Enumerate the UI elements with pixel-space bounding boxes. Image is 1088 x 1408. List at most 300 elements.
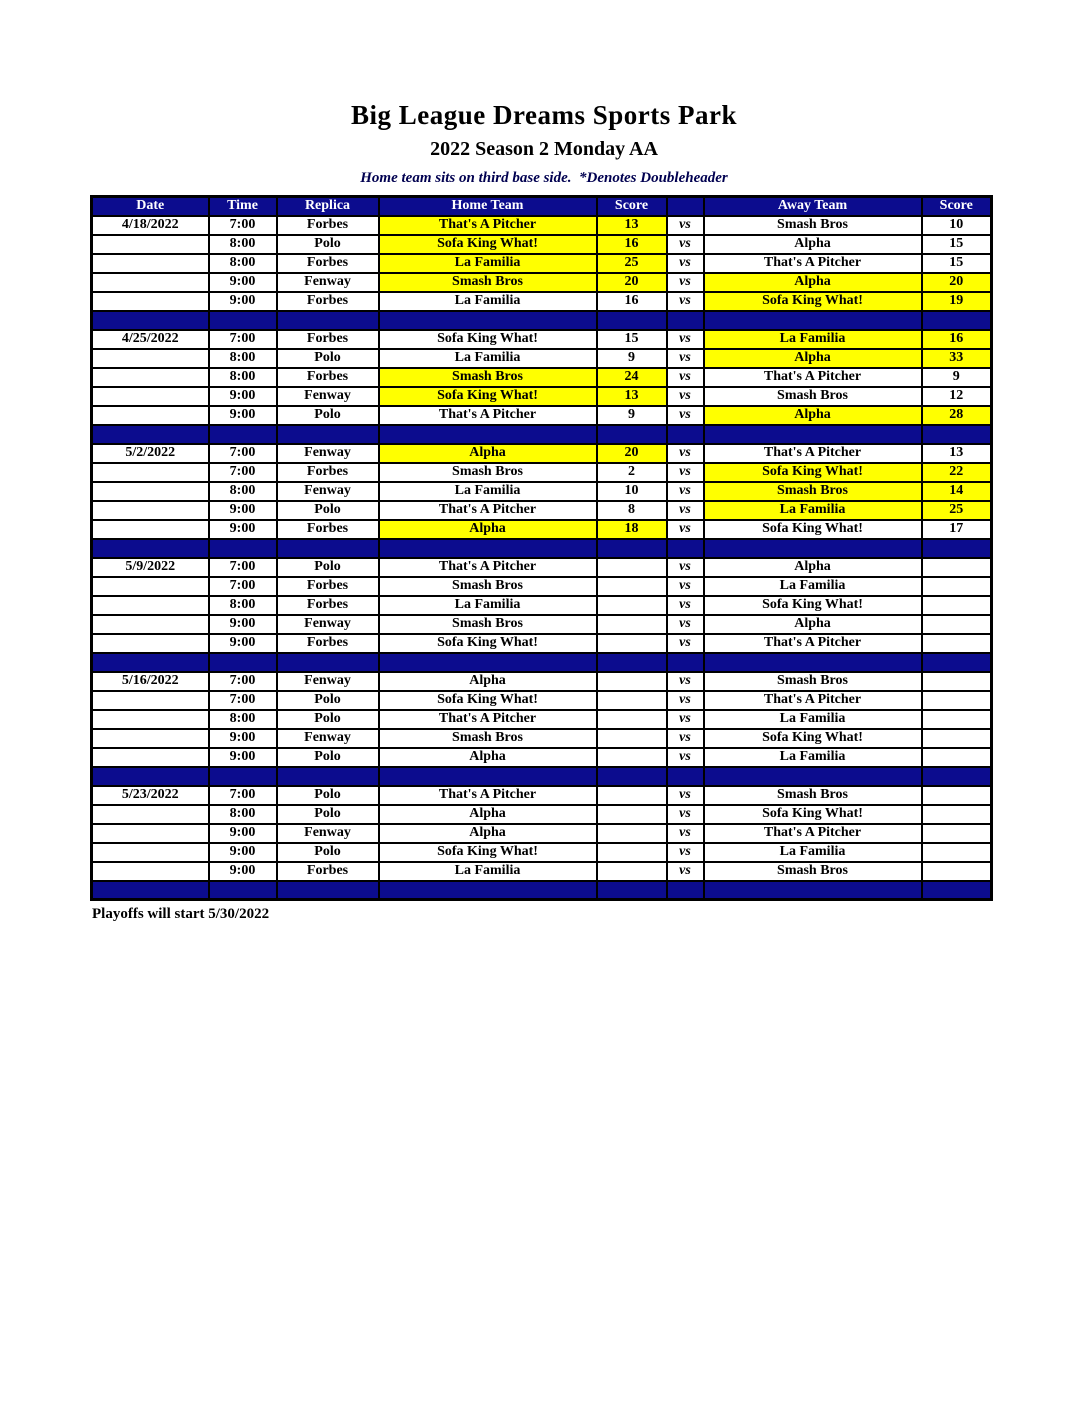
home-team-cell: La Familia	[379, 482, 597, 501]
game-row	[92, 577, 992, 596]
vs-label: vs	[667, 691, 704, 710]
game-row	[92, 235, 992, 254]
time-cell: 7:00	[209, 216, 277, 235]
date-cell	[92, 691, 209, 710]
time-cell: 7:00	[209, 691, 277, 710]
away-team-cell: La Familia	[704, 710, 922, 729]
away-score-cell	[922, 748, 992, 767]
separator-cell	[209, 653, 277, 672]
vs-label: vs	[667, 786, 704, 805]
separator-cell	[92, 767, 209, 786]
replica-cell: Polo	[277, 710, 379, 729]
date-cell	[92, 273, 209, 292]
time-cell: 9:00	[209, 748, 277, 767]
away-score-cell	[922, 615, 992, 634]
time-cell: 8:00	[209, 235, 277, 254]
away-score-cell: 17	[922, 520, 992, 539]
home-score-cell	[597, 843, 667, 862]
vs-label: vs	[667, 216, 704, 235]
vs-label: vs	[667, 292, 704, 311]
separator-cell	[597, 767, 667, 786]
separator-cell	[667, 539, 704, 558]
replica-cell: Polo	[277, 805, 379, 824]
replica-cell: Forbes	[277, 596, 379, 615]
replica-cell: Forbes	[277, 368, 379, 387]
game-row	[92, 216, 992, 235]
separator-cell	[277, 311, 379, 330]
home-team-cell: Sofa King What!	[379, 634, 597, 653]
page-title: Big League Dreams Sports Park	[351, 100, 737, 130]
away-team-cell: Alpha	[704, 615, 922, 634]
date-cell	[92, 577, 209, 596]
away-team-cell: That's A Pitcher	[704, 254, 922, 273]
away-score-cell	[922, 786, 992, 805]
away-score-cell	[922, 577, 992, 596]
away-score-cell: 12	[922, 387, 992, 406]
separator-cell	[92, 311, 209, 330]
home-score-cell	[597, 634, 667, 653]
game-row	[92, 501, 992, 520]
home-team-note: Home team sits on third base side. *Denotes Doubleheader	[360, 170, 728, 186]
separator-cell	[704, 653, 922, 672]
away-team-cell: La Familia	[704, 843, 922, 862]
time-cell: 8:00	[209, 368, 277, 387]
game-row	[92, 558, 992, 577]
home-score-cell: 18	[597, 520, 667, 539]
separator-row	[92, 539, 992, 558]
time-cell: 7:00	[209, 672, 277, 691]
separator-cell	[277, 539, 379, 558]
away-score-cell: 9	[922, 368, 992, 387]
away-score-cell: 22	[922, 463, 992, 482]
game-row	[92, 786, 992, 805]
schedule-table	[90, 195, 993, 901]
vs-label: vs	[667, 463, 704, 482]
game-row	[92, 273, 992, 292]
vs-label: vs	[667, 520, 704, 539]
separator-cell	[209, 425, 277, 444]
separator-cell	[704, 311, 922, 330]
separator-cell	[922, 767, 992, 786]
away-score-cell: 15	[922, 235, 992, 254]
schedule-table-body	[92, 197, 992, 900]
vs-label: vs	[667, 330, 704, 349]
time-cell: 9:00	[209, 634, 277, 653]
vs-label: vs	[667, 444, 704, 463]
away-team-cell: La Familia	[704, 577, 922, 596]
away-score-cell	[922, 710, 992, 729]
separator-cell	[209, 881, 277, 900]
replica-cell: Forbes	[277, 577, 379, 596]
vs-label: vs	[667, 729, 704, 748]
replica-cell: Fenway	[277, 273, 379, 292]
separator-cell	[277, 425, 379, 444]
separator-cell	[667, 311, 704, 330]
home-score-cell: 9	[597, 349, 667, 368]
separator-cell	[922, 425, 992, 444]
time-cell: 7:00	[209, 577, 277, 596]
home-score-cell: 20	[597, 273, 667, 292]
separator-cell	[92, 881, 209, 900]
date-cell	[92, 368, 209, 387]
vs-label: vs	[667, 349, 704, 368]
replica-cell: Forbes	[277, 330, 379, 349]
time-cell: 8:00	[209, 482, 277, 501]
date-cell	[92, 710, 209, 729]
home-team-cell: Sofa King What!	[379, 330, 597, 349]
separator-cell	[597, 653, 667, 672]
game-row	[92, 520, 992, 539]
home-score-cell: 13	[597, 387, 667, 406]
separator-cell	[667, 767, 704, 786]
date-cell	[92, 501, 209, 520]
away-team-cell: La Familia	[704, 330, 922, 349]
separator-cell	[704, 425, 922, 444]
separator-cell	[379, 311, 597, 330]
separator-cell	[922, 311, 992, 330]
separator-cell	[704, 539, 922, 558]
separator-row	[92, 881, 992, 900]
header-row	[92, 197, 992, 216]
time-cell: 9:00	[209, 406, 277, 425]
vs-label: vs	[667, 482, 704, 501]
vs-label: vs	[667, 254, 704, 273]
home-score-cell: 24	[597, 368, 667, 387]
home-score-cell	[597, 862, 667, 881]
separator-row	[92, 767, 992, 786]
game-row	[92, 292, 992, 311]
away-score-cell	[922, 596, 992, 615]
away-team-cell: Alpha	[704, 349, 922, 368]
away-team-cell: Sofa King What!	[704, 520, 922, 539]
away-team-cell: La Familia	[704, 501, 922, 520]
home-score-cell	[597, 558, 667, 577]
separator-cell	[277, 653, 379, 672]
date-cell	[92, 824, 209, 843]
away-score-cell	[922, 824, 992, 843]
date-cell	[92, 729, 209, 748]
away-team-cell: Sofa King What!	[704, 463, 922, 482]
away-score-cell: 20	[922, 273, 992, 292]
away-team-cell: Sofa King What!	[704, 805, 922, 824]
replica-cell: Polo	[277, 501, 379, 520]
header-cell: Time	[209, 197, 277, 216]
separator-cell	[922, 539, 992, 558]
home-score-cell: 13	[597, 216, 667, 235]
replica-cell: Polo	[277, 691, 379, 710]
replica-cell: Fenway	[277, 615, 379, 634]
replica-cell: Forbes	[277, 520, 379, 539]
game-row	[92, 330, 992, 349]
vs-label: vs	[667, 862, 704, 881]
time-cell: 9:00	[209, 615, 277, 634]
away-score-cell	[922, 729, 992, 748]
replica-cell: Fenway	[277, 482, 379, 501]
date-cell	[92, 387, 209, 406]
away-score-cell: 33	[922, 349, 992, 368]
date-cell: 5/9/2022	[92, 558, 209, 577]
date-cell	[92, 254, 209, 273]
date-cell: 5/2/2022	[92, 444, 209, 463]
date-cell	[92, 615, 209, 634]
away-score-cell	[922, 672, 992, 691]
separator-cell	[922, 653, 992, 672]
home-team-cell: Smash Bros	[379, 729, 597, 748]
game-row	[92, 862, 992, 881]
date-cell	[92, 596, 209, 615]
date-cell	[92, 520, 209, 539]
time-cell: 9:00	[209, 824, 277, 843]
replica-cell: Polo	[277, 406, 379, 425]
away-team-cell: Smash Bros	[704, 786, 922, 805]
home-team-cell: Alpha	[379, 824, 597, 843]
separator-cell	[277, 767, 379, 786]
home-score-cell: 16	[597, 235, 667, 254]
time-cell: 9:00	[209, 520, 277, 539]
separator-cell	[922, 881, 992, 900]
header-cell: Replica	[277, 197, 379, 216]
date-cell	[92, 235, 209, 254]
home-score-cell	[597, 805, 667, 824]
date-cell: 5/23/2022	[92, 786, 209, 805]
home-team-cell: Sofa King What!	[379, 235, 597, 254]
home-team-cell: Smash Bros	[379, 615, 597, 634]
separator-cell	[379, 425, 597, 444]
home-team-cell: That's A Pitcher	[379, 406, 597, 425]
separator-cell	[597, 425, 667, 444]
game-row	[92, 406, 992, 425]
replica-cell: Forbes	[277, 862, 379, 881]
game-row	[92, 843, 992, 862]
time-cell: 8:00	[209, 254, 277, 273]
replica-cell: Fenway	[277, 387, 379, 406]
game-row	[92, 444, 992, 463]
separator-cell	[379, 767, 597, 786]
home-score-cell	[597, 615, 667, 634]
game-row	[92, 748, 992, 767]
separator-cell	[704, 881, 922, 900]
home-team-cell: Smash Bros	[379, 463, 597, 482]
separator-cell	[379, 539, 597, 558]
away-team-cell: Smash Bros	[704, 482, 922, 501]
separator-cell	[667, 425, 704, 444]
home-score-cell: 8	[597, 501, 667, 520]
time-cell: 8:00	[209, 710, 277, 729]
vs-label: vs	[667, 634, 704, 653]
time-cell: 8:00	[209, 805, 277, 824]
home-score-cell: 16	[597, 292, 667, 311]
vs-label: vs	[667, 235, 704, 254]
home-team-cell: Alpha	[379, 444, 597, 463]
home-team-cell: La Familia	[379, 349, 597, 368]
vs-label: vs	[667, 824, 704, 843]
vs-label: vs	[667, 406, 704, 425]
game-row	[92, 805, 992, 824]
away-score-cell	[922, 558, 992, 577]
separator-cell	[704, 767, 922, 786]
separator-cell	[597, 539, 667, 558]
away-team-cell: That's A Pitcher	[704, 634, 922, 653]
away-team-cell: Smash Bros	[704, 862, 922, 881]
away-team-cell: That's A Pitcher	[704, 691, 922, 710]
separator-cell	[667, 653, 704, 672]
replica-cell: Fenway	[277, 729, 379, 748]
vs-label: vs	[667, 672, 704, 691]
home-team-cell: Smash Bros	[379, 368, 597, 387]
replica-cell: Polo	[277, 349, 379, 368]
away-score-cell: 16	[922, 330, 992, 349]
header-cell	[667, 197, 704, 216]
page-subtitle: 2022 Season 2 Monday AA	[430, 138, 658, 160]
time-cell: 9:00	[209, 862, 277, 881]
time-cell: 7:00	[209, 330, 277, 349]
home-score-cell: 2	[597, 463, 667, 482]
home-score-cell: 9	[597, 406, 667, 425]
separator-cell	[597, 311, 667, 330]
away-team-cell: Smash Bros	[704, 387, 922, 406]
separator-cell	[92, 425, 209, 444]
home-team-cell: That's A Pitcher	[379, 501, 597, 520]
replica-cell: Forbes	[277, 634, 379, 653]
separator-cell	[277, 881, 379, 900]
home-score-cell: 20	[597, 444, 667, 463]
time-cell: 9:00	[209, 501, 277, 520]
game-row	[92, 729, 992, 748]
date-cell	[92, 634, 209, 653]
separator-cell	[597, 881, 667, 900]
replica-cell: Polo	[277, 558, 379, 577]
home-score-cell	[597, 691, 667, 710]
away-score-cell	[922, 843, 992, 862]
away-team-cell: That's A Pitcher	[704, 444, 922, 463]
replica-cell: Forbes	[277, 254, 379, 273]
separator-cell	[379, 653, 597, 672]
vs-label: vs	[667, 710, 704, 729]
away-team-cell: That's A Pitcher	[704, 824, 922, 843]
time-cell: 8:00	[209, 596, 277, 615]
date-cell	[92, 805, 209, 824]
separator-cell	[209, 539, 277, 558]
date-cell	[92, 843, 209, 862]
away-team-cell: Alpha	[704, 235, 922, 254]
vs-label: vs	[667, 615, 704, 634]
home-team-cell: That's A Pitcher	[379, 710, 597, 729]
away-team-cell: Sofa King What!	[704, 596, 922, 615]
away-score-cell	[922, 805, 992, 824]
replica-cell: Fenway	[277, 444, 379, 463]
replica-cell: Fenway	[277, 824, 379, 843]
date-cell: 4/18/2022	[92, 216, 209, 235]
date-cell	[92, 748, 209, 767]
home-team-cell: Sofa King What!	[379, 691, 597, 710]
away-team-cell: Alpha	[704, 558, 922, 577]
home-team-cell: Alpha	[379, 748, 597, 767]
date-cell	[92, 463, 209, 482]
replica-cell: Polo	[277, 786, 379, 805]
home-team-cell: La Familia	[379, 254, 597, 273]
separator-row	[92, 311, 992, 330]
home-score-cell	[597, 710, 667, 729]
away-team-cell: That's A Pitcher	[704, 368, 922, 387]
time-cell: 9:00	[209, 292, 277, 311]
away-team-cell: Alpha	[704, 273, 922, 292]
vs-label: vs	[667, 501, 704, 520]
replica-cell: Polo	[277, 748, 379, 767]
time-cell: 9:00	[209, 273, 277, 292]
header-cell: Score	[597, 197, 667, 216]
vs-label: vs	[667, 748, 704, 767]
home-team-cell: That's A Pitcher	[379, 786, 597, 805]
separator-cell	[92, 653, 209, 672]
home-score-cell	[597, 786, 667, 805]
home-team-cell: Sofa King What!	[379, 843, 597, 862]
away-score-cell	[922, 634, 992, 653]
away-score-cell: 19	[922, 292, 992, 311]
date-cell	[92, 482, 209, 501]
away-score-cell: 15	[922, 254, 992, 273]
header-cell: Away Team	[704, 197, 922, 216]
time-cell: 7:00	[209, 558, 277, 577]
replica-cell: Polo	[277, 235, 379, 254]
away-score-cell: 14	[922, 482, 992, 501]
home-team-cell: La Familia	[379, 596, 597, 615]
separator-cell	[209, 767, 277, 786]
home-team-cell: Alpha	[379, 805, 597, 824]
home-team-cell: Smash Bros	[379, 273, 597, 292]
away-score-cell	[922, 691, 992, 710]
home-team-cell: Alpha	[379, 520, 597, 539]
time-cell: 7:00	[209, 463, 277, 482]
away-team-cell: Sofa King What!	[704, 292, 922, 311]
time-cell: 7:00	[209, 786, 277, 805]
separator-row	[92, 653, 992, 672]
away-team-cell: Sofa King What!	[704, 729, 922, 748]
separator-cell	[667, 881, 704, 900]
game-row	[92, 596, 992, 615]
home-team-cell: La Familia	[379, 862, 597, 881]
vs-label: vs	[667, 843, 704, 862]
time-cell: 9:00	[209, 729, 277, 748]
date-cell: 5/16/2022	[92, 672, 209, 691]
home-score-cell: 10	[597, 482, 667, 501]
home-score-cell	[597, 748, 667, 767]
date-cell	[92, 406, 209, 425]
away-score-cell: 13	[922, 444, 992, 463]
separator-row	[92, 425, 992, 444]
home-team-cell: That's A Pitcher	[379, 558, 597, 577]
game-row	[92, 254, 992, 273]
time-cell: 7:00	[209, 444, 277, 463]
vs-label: vs	[667, 558, 704, 577]
date-cell: 4/25/2022	[92, 330, 209, 349]
away-score-cell	[922, 862, 992, 881]
replica-cell: Forbes	[277, 216, 379, 235]
header-cell: Date	[92, 197, 209, 216]
home-score-cell: 25	[597, 254, 667, 273]
away-team-cell: Alpha	[704, 406, 922, 425]
date-cell	[92, 862, 209, 881]
replica-cell: Forbes	[277, 292, 379, 311]
game-row	[92, 387, 992, 406]
replica-cell: Fenway	[277, 672, 379, 691]
away-team-cell: Smash Bros	[704, 672, 922, 691]
game-row	[92, 463, 992, 482]
replica-cell: Forbes	[277, 463, 379, 482]
vs-label: vs	[667, 387, 704, 406]
away-score-cell: 28	[922, 406, 992, 425]
home-score-cell	[597, 672, 667, 691]
vs-label: vs	[667, 273, 704, 292]
